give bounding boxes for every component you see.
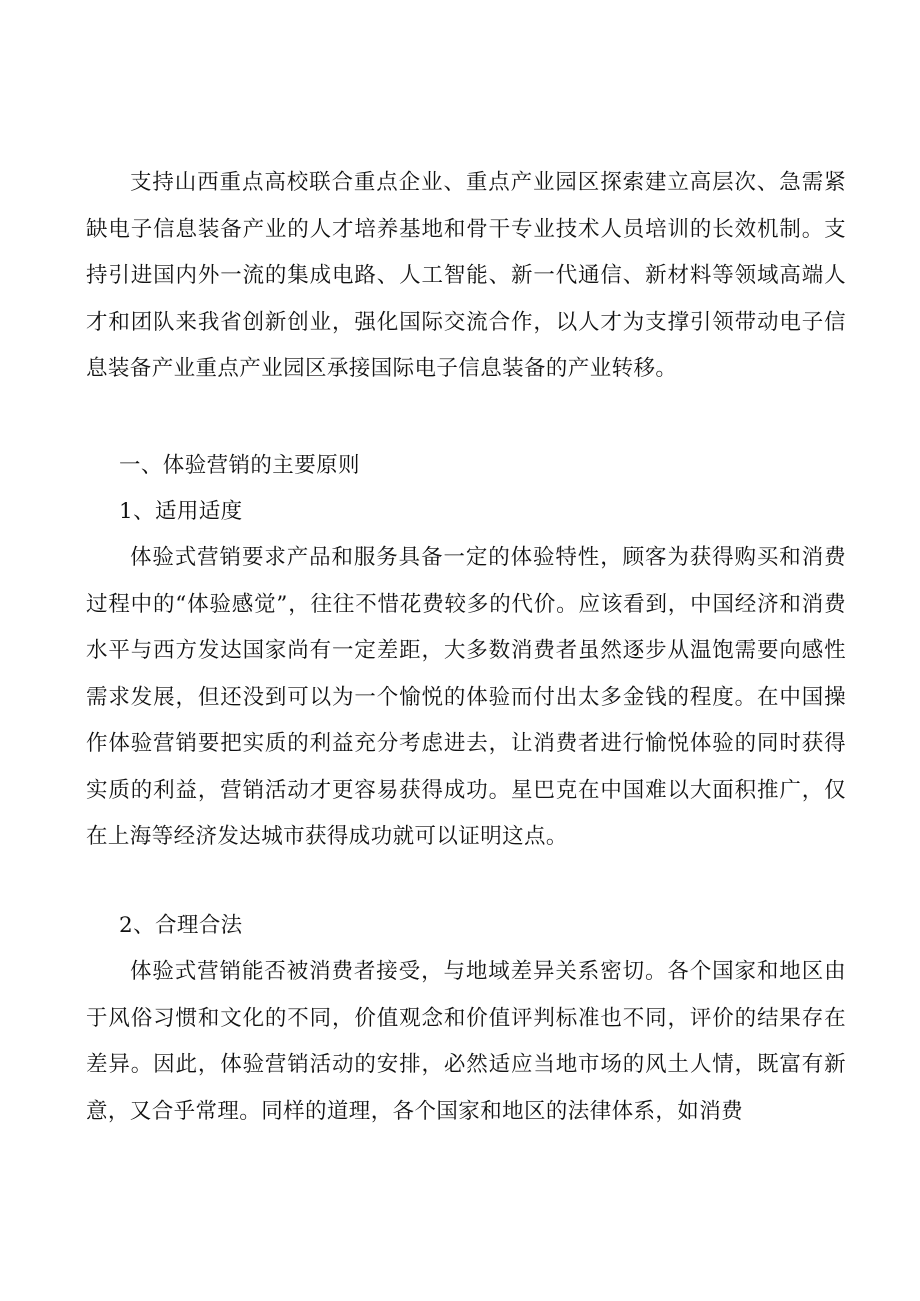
subsection-1-paragraph: 体验式营销要求产品和服务具备一定的体验特性，顾客为获得购买和消费过程中的“体验感觉”，往往不惜花费较多的代价。应该看到，中国经济和消费水平与西方发达国家尚有一定差距，大多数消费者虽然逐步从温饱需要向感性需求发展，但还没到可以为一个愉悦的体验而付出太多金钱的程度。在中国操作体验营销要把实质的利益充分考虑进去，让消费者进行愉悦体验的同时获得实质的利益，营销活动才更容易获得成功。星巴克在中国难以大面积推广，仅在上海等经济发达城市获得成功就可以证明这点。 <box>86 545 846 849</box>
subsection-2-paragraph: 体验式营销能否被消费者接受，与地域差异关系密切。各个国家和地区由于风俗习惯和文化的不同，价值观念和价值评判标准也不同，评价的结果存在差异。因此，体验营销活动的安排，必然适应当地市场的风土人情，既富有新意，又合乎常理。同样的道理，各个国家和地区的法律体系，如消费 <box>86 959 846 1124</box>
subsection-2-heading: 2、合理合法 <box>119 913 243 938</box>
section-heading: 一、体验营销的主要原则 <box>119 453 360 478</box>
subsection-1-heading: 1、适用适度 <box>119 499 243 524</box>
intro-paragraph: 支持山西重点高校联合重点企业、重点产业园区探索建立高层次、急需紧缺电子信息装备产业的人才培养基地和骨干专业技术人员培训的长效机制。支持引进国内外一流的集成电路、人工智能、新一代通信、新材料等领域高端人才和团队来我省创新创业，强化国际交流合作，以人才为支撑引领带动电子信息装备产业重点产业园区承接国际电子信息装备的产业转移。 <box>86 170 846 381</box>
